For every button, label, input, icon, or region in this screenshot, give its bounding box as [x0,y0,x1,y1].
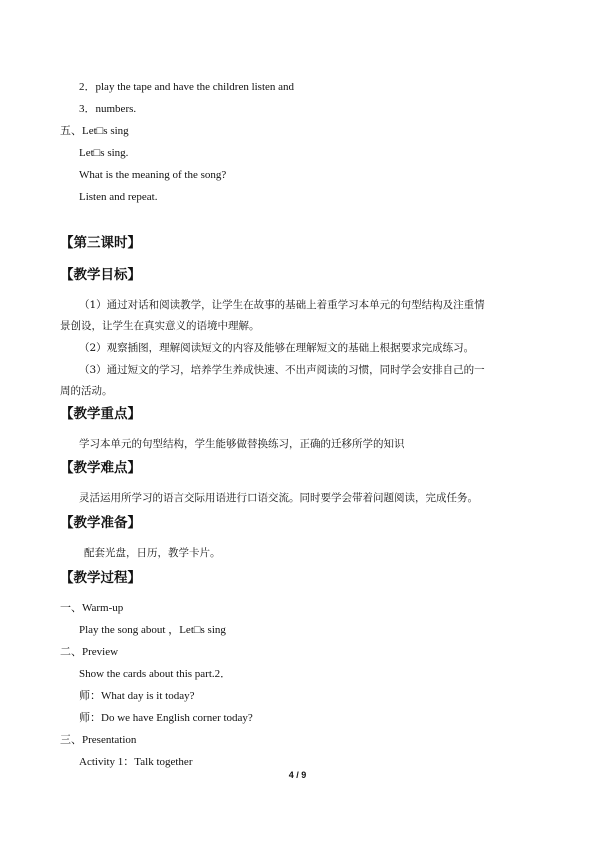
process-section-2-title: 二、Preview [60,646,119,658]
objective-1-line-1: （1）通过对话和阅读教学，让学生在故事的基础上着重学习本单元的句型结构及注重情 [79,299,485,311]
process-section-3-title: 三、Presentation [60,734,137,746]
section-5-line-2: What is the meaning of the song? [79,169,227,181]
preparation-heading: 【教学准备】 [60,515,141,531]
process-section-1-title: 一、Warm-up [60,602,124,614]
key-points-heading: 【教学重点】 [60,406,141,422]
process-section-2-line-1: Show the cards about this part.2． [79,668,232,680]
process-section-3-line-1: Activity 1：Talk together [79,756,193,768]
objective-1-line-2: 景创设，让学生在真实意义的语境中理解。 [60,320,260,332]
process-section-2-line-3: 师：Do we have English corner today? [79,712,253,724]
objective-3-line-1: （3）通过短文的学习，培养学生养成快速、不出声阅读的习惯，同时学会安排自己的一 [79,364,485,376]
section-5-line-3: Listen and repeat. [79,191,158,203]
page-number: 4 / 9 [288,770,307,780]
preparation-text: 配套光盘，日历，教学卡片。 [84,547,221,559]
process-heading: 【教学过程】 [60,570,141,586]
objective-3-line-2: 周的活动。 [60,385,113,397]
process-section-1-line: Play the song about ，Let□s sing [79,624,226,636]
key-points-text: 学习本单元的句型结构，学生能够做替换练习，正确的迁移所学的知识 [79,438,405,450]
objective-2: （2）观察插图，理解阅读短文的内容及能够在理解短文的基础上根据要求完成练习。 [79,342,475,354]
difficulties-text: 灵活运用所学习的语言交际用语进行口语交流。同时要学会带着问题阅读，完成任务。 [79,492,478,504]
list-item-3: 3．numbers. [79,103,137,115]
process-section-2-line-2: 师：What day is it today? [79,690,195,702]
list-item-2: 2．play the tape and have the children listen and [79,81,295,93]
section-5-title: 五、Let□s sing [60,125,129,137]
difficulties-heading: 【教学难点】 [60,460,141,476]
lesson-3-heading: 【第三课时】 [60,235,141,251]
section-5-line-1: Let□s sing. [79,147,129,159]
objectives-heading: 【教学目标】 [60,267,141,283]
